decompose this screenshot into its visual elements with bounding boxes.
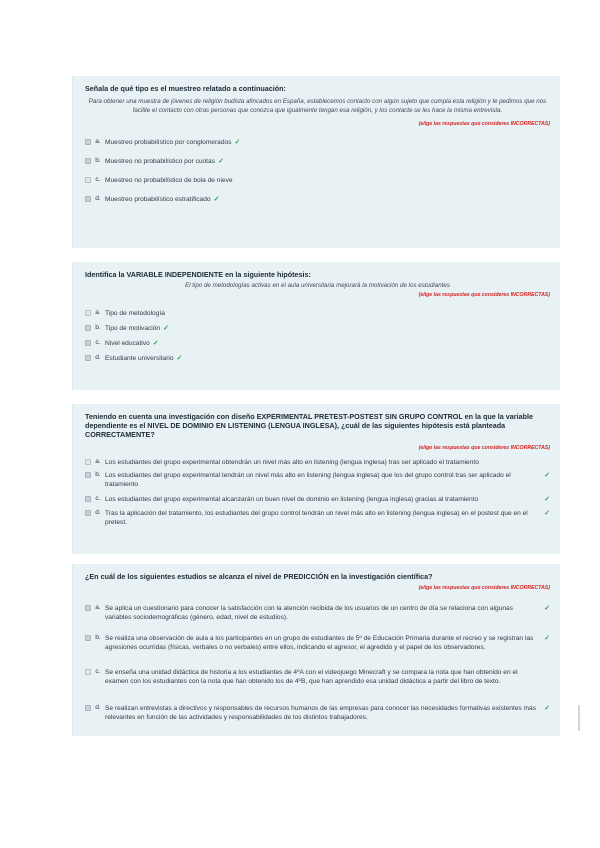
option-letter: b. <box>95 157 101 164</box>
option-letter: d. <box>95 354 101 361</box>
check-icon: ✓ <box>152 340 159 347</box>
option-d[interactable] <box>85 509 550 531</box>
option-text: Muestreo no probabilístico por cuotas ✓ <box>105 158 224 165</box>
option-text: Se realizan entrevistas a directivos y responsables de recursos humanos de las empresas para conocer las necesidades formativas existentes más relevantes en función de las actividades y responsabilidades de los distintos trabajadores. <box>105 705 537 721</box>
option-text: Tipo de motivación ✓ <box>105 325 169 332</box>
options-list <box>85 604 550 726</box>
check-icon: ✓ <box>544 496 550 503</box>
question-hint: (elige las respuestas que consideres INCORRECTAS) <box>418 585 550 591</box>
option-text: Tipo de metodología <box>105 310 165 317</box>
options-list <box>85 138 550 214</box>
option-b[interactable] <box>85 157 550 176</box>
option-text: Muestreo probabilístico por conglomerados ✓ <box>105 139 241 146</box>
option-letter: a. <box>95 138 101 145</box>
option-letter: c. <box>95 339 101 346</box>
question-title: Señala de qué tipo es el muestreo relatado a continuación: <box>85 84 286 93</box>
scrollbar[interactable] <box>578 705 580 731</box>
check-icon: ✓ <box>544 635 550 642</box>
option-letter: d. <box>95 195 101 202</box>
question-card-1 <box>72 76 560 248</box>
option-a[interactable] <box>85 138 550 157</box>
question-title: ¿En cuál de los siguientes estudios se alcanza el nivel de PREDICCIÓN en la investigación científica? <box>85 572 433 581</box>
option-b[interactable] <box>85 634 550 668</box>
option-c[interactable] <box>85 176 550 195</box>
option-d[interactable] <box>85 195 550 214</box>
option-c[interactable] <box>85 339 550 354</box>
check-icon: ✓ <box>544 705 550 712</box>
option-letter: c. <box>95 495 101 502</box>
question-title: Teniendo en cuenta una investigación con diseño EXPERIMENTAL PRETEST-POSTEST SIN GRUPO CONTROL en la que la variable dependiente es el NIVEL DE DOMINIO EN LISTENING (LENGUA INGLESA), ¿cuál de las siguientes hipótesis está planteada CORRECTAMENTE? <box>85 412 533 439</box>
option-text: Los estudiantes del grupo experimental obtendrán un nivel más alto en listening (lengua inglesa) tras ser aplicado el tratamiento <box>105 459 479 466</box>
check-icon: ✓ <box>163 325 169 332</box>
question-statement: Para obtener una muestra de jóvenes de religión budista afincados en España, establecemos contacto con algún sujeto que cumpla esta religión y le pedimos que nos facilite el contacto con otras personas que conozca que igualmente tengan esa religión, y los contacte se les hace la misma entrevista. <box>88 98 547 114</box>
option-letter: c. <box>95 176 101 183</box>
check-icon: ✓ <box>544 605 550 612</box>
question-card-2 <box>72 262 560 390</box>
option-d[interactable] <box>85 704 550 726</box>
option-b[interactable] <box>85 471 550 495</box>
check-icon: ✓ <box>176 355 183 362</box>
question-title: Identifica la VARIABLE INDEPENDIENTE en la siguiente hipótesis: <box>85 270 311 279</box>
question-hint: (elige las respuestas que consideres INCORRECTAS) <box>418 292 550 298</box>
option-letter: d. <box>95 509 101 516</box>
option-letter: a. <box>95 604 101 611</box>
option-c[interactable] <box>85 668 550 704</box>
option-text: Los estudiantes del grupo experimental alcanzarán un buen nivel de dominio en listening (lengua inglesa) gracias al tratamiento <box>105 496 479 503</box>
option-a[interactable] <box>85 458 550 471</box>
option-a[interactable] <box>85 309 550 324</box>
check-icon: ✓ <box>234 139 241 146</box>
option-letter: c. <box>95 668 101 675</box>
question-hint: (elige las respuestas que consideres INCORRECTAS) <box>418 121 550 127</box>
option-text: Los estudiantes del grupo experimental tendrán un nivel más alto en listening (lengua inglesa) que los del grupo control tras ser aplicado el tratamiento <box>105 472 511 488</box>
option-text: Muestreo probabilístico estratificado ✓ <box>105 196 220 203</box>
option-d[interactable] <box>85 354 550 369</box>
option-text: Estudiante universitario ✓ <box>105 355 183 362</box>
option-letter: a. <box>95 458 101 465</box>
option-letter: a. <box>95 309 101 316</box>
options-list <box>85 458 550 531</box>
option-c[interactable] <box>85 495 550 509</box>
check-icon: ✓ <box>544 472 550 479</box>
option-text: Se aplica un cuestionario para conocer la satisfacción con la atención recibida de los usuarios de un centro de día se relaciona con algunas variables sociodemográficas (género, edad, nivel de estudios). <box>105 605 513 621</box>
option-letter: b. <box>95 324 101 331</box>
option-text: Se realiza una observación de aula a los participantes en un grupo de estudiantes de 5º de Educación Primaria durante el recreo y se registran las agresiones ocurridas (físicas, verbales o no verbales) entre ellos, indicando el agresor, el agredido y el papel de los observadores. <box>105 635 534 651</box>
option-b[interactable] <box>85 324 550 339</box>
check-icon: ✓ <box>213 196 220 203</box>
option-text: Se enseña una unidad didáctica de historia a los estudiantes de 4ºA con el videojuego Minecraft y se compara la nota que han obtenido en el examen con los estudiantes con la nota que han obtenido los de 4ºB, que han aprendido esa unidad didáctica a partir del libro de texto. <box>105 669 518 685</box>
check-icon: ✓ <box>217 158 224 165</box>
option-letter: b. <box>95 471 101 478</box>
question-card-3 <box>72 404 560 554</box>
option-text: Tras la aplicación del tratamiento, los estudiantes del grupo control tendrán un nivel más alto en listening (lengua inglesa) en el postest que en el pretest. <box>105 510 528 526</box>
check-icon: ✓ <box>544 510 550 517</box>
question-statement: El tipo de metodologías activas en el aula universitaria mejorará la motivación de los estudiantes <box>185 282 450 289</box>
question-hint: (elige las respuestas que consideres INCORRECTAS) <box>418 445 550 451</box>
options-list <box>85 309 550 369</box>
option-letter: b. <box>95 634 101 641</box>
option-a[interactable] <box>85 604 550 634</box>
option-text: Muestreo no probabilístico de bola de nieve <box>105 177 233 184</box>
option-letter: d. <box>95 704 101 711</box>
question-card-4 <box>72 564 560 736</box>
option-text: Nivel educativo ✓ <box>105 340 159 347</box>
